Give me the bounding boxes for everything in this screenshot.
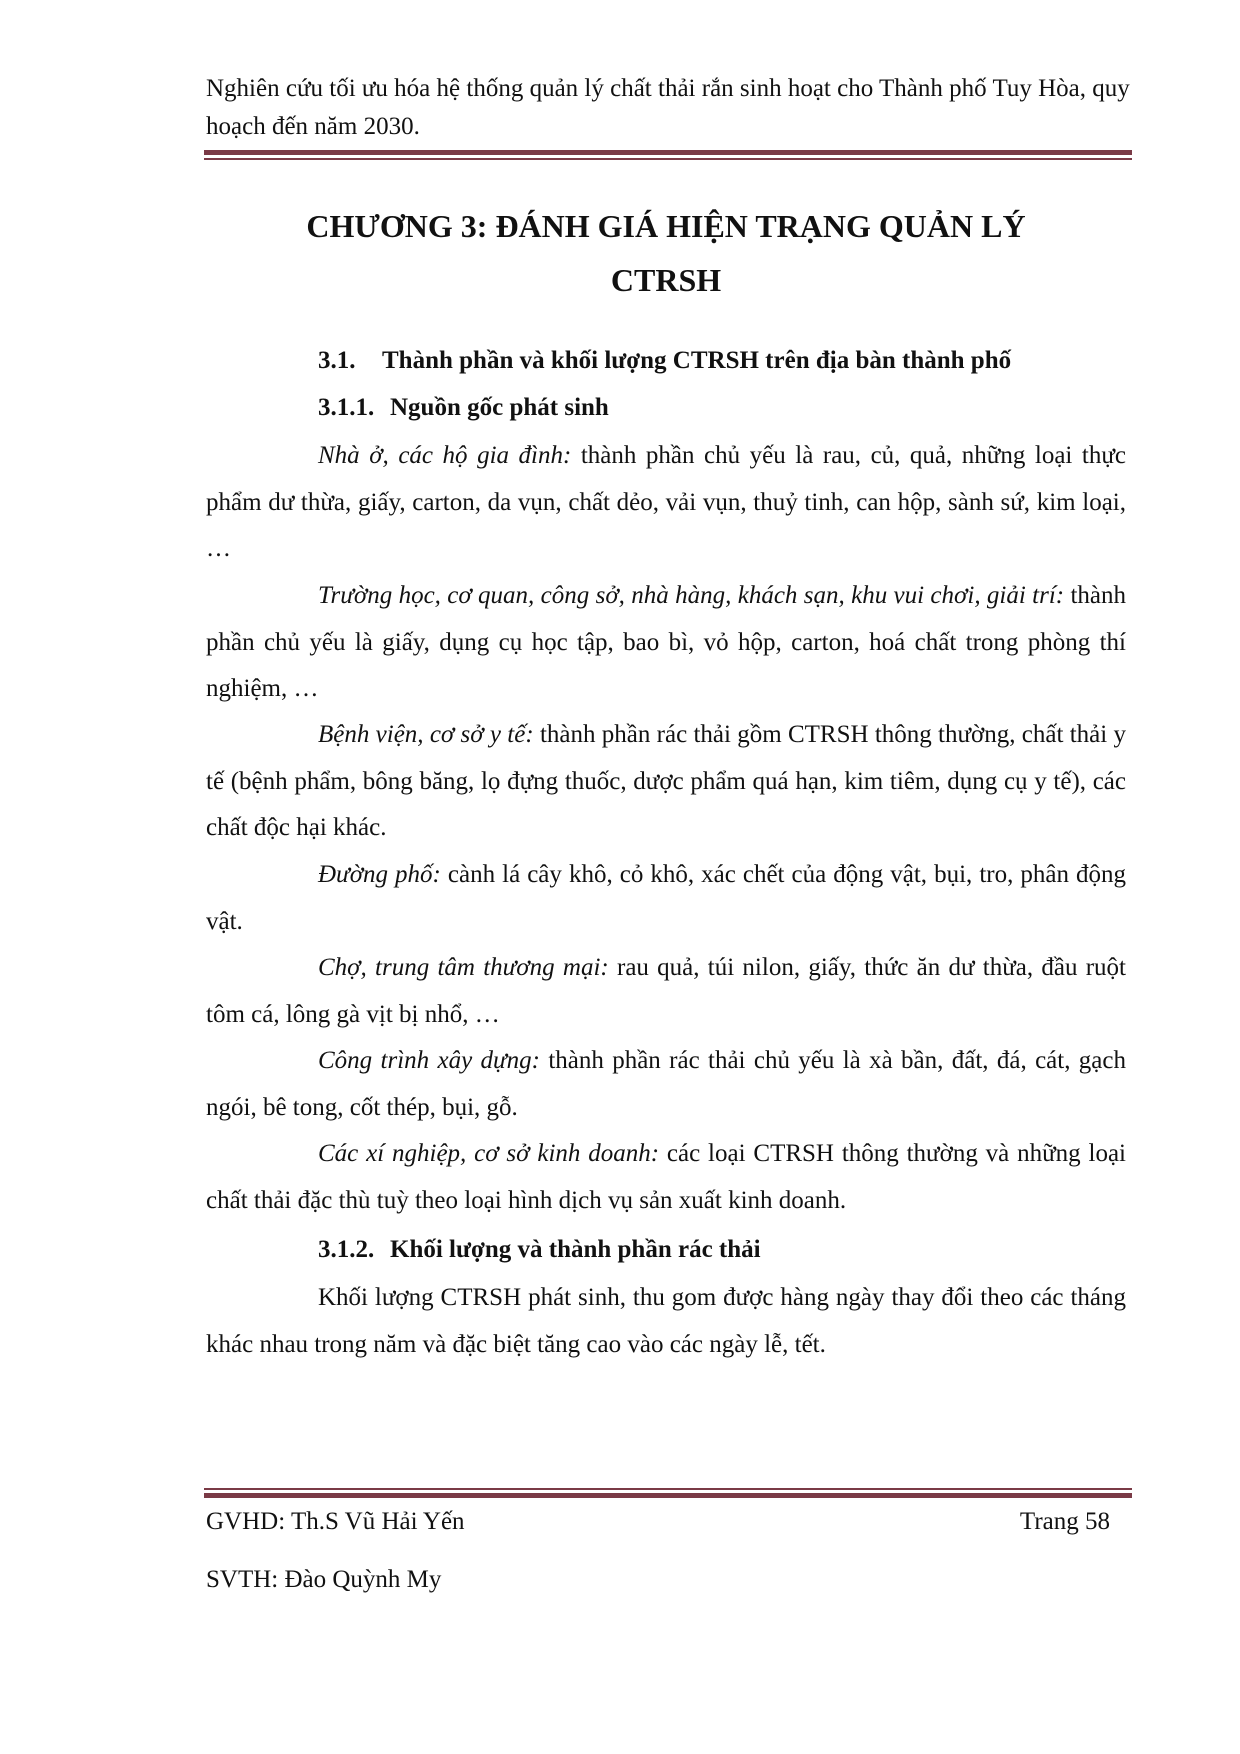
paragraph-text: thành phần rác thải gồm CTRSH thông thường, chất thải y tế (bệnh phẩm, bông băng, lọ đựng thuốc, dược phẩm quá hạn, kim tiêm, dụng cụ y tế), các chất độc hại khác.	[206, 721, 1126, 841]
paragraph-construction	[206, 1038, 1126, 1131]
paragraph-markets	[206, 945, 1126, 1038]
chapter-title-line2: CTRSH	[610, 262, 722, 298]
paragraph-hospitals	[206, 712, 1126, 852]
paragraph-text: thành phần chủ yếu là rau, củ, quả, những loại thực phẩm dư thừa, giấy, carton, da vụn, chất dẻo, vải vụn, thuỷ tinh, can hộp, sành sứ, kim loại, …	[206, 442, 1126, 562]
section-heading-3-1	[318, 347, 1011, 375]
paragraph-text: rau quả, túi nilon, giấy, thức ăn dư thừa, đầu ruột tôm cá, lông gà vịt bị nhổ, …	[206, 954, 1126, 1028]
section-heading-3-1-1	[318, 394, 609, 422]
page-number: Trang 58	[1019, 1508, 1110, 1535]
footer-advisor-row	[206, 1508, 1110, 1536]
paragraph-text: cành lá cây khô, cỏ khô, xác chết của động vật, bụi, tro, phân động vật.	[206, 861, 1126, 935]
paragraph-lead: Chợ, trung tâm thương mại:	[318, 954, 609, 981]
paragraph-household	[206, 433, 1126, 573]
section-title: Khối lượng và thành phần rác thải	[390, 1236, 761, 1263]
paragraph-text: thành phần rác thải chủ yếu là xà bần, đất, đá, cát, gạch ngói, bê tong, cốt thép, bụi, gỗ.	[206, 1047, 1126, 1121]
footer-rule-thin	[204, 1488, 1132, 1490]
section-number: 3.1.	[318, 347, 356, 374]
section-title: Thành phần và khối lượng CTRSH trên địa bàn thành phố	[382, 347, 1012, 374]
section-number: 3.1.1.	[318, 394, 375, 421]
paragraph-lead: Bệnh viện, cơ sở y tế:	[318, 721, 534, 748]
paragraph-enterprises	[206, 1131, 1126, 1224]
paragraph-lead: Các xí nghiệp, cơ sở kinh doanh:	[318, 1140, 660, 1167]
paragraph-text: thành phần chủ yếu là giấy, dụng cụ học tập, bao bì, vỏ hộp, carton, hoá chất trong phòng thí nghiệm, …	[206, 582, 1127, 702]
section-heading-3-1-2	[318, 1236, 761, 1264]
paragraph-streets	[206, 852, 1126, 945]
paragraph-volume: Khối lượng CTRSH phát sinh, thu gom được hàng ngày thay đổi theo các tháng khác nhau trong năm và đặc biệt tăng cao vào các ngày lễ, tết.	[206, 1284, 1126, 1358]
paragraph-institutions	[206, 573, 1126, 713]
header-rule-thin	[204, 158, 1132, 160]
paragraph-lead: Trường học, cơ quan, công sở, nhà hàng, khách sạn, khu vui chơi, giải trí:	[318, 582, 1065, 609]
paragraph-lead: Nhà ở, các hộ gia đình:	[318, 442, 572, 469]
chapter-title-line1: CHƯƠNG 3: ĐÁNH GIÁ HIỆN TRẠNG QUẢN LÝ	[306, 208, 1026, 244]
header-rule-thick	[204, 150, 1132, 155]
footer-rule-thick	[204, 1493, 1132, 1498]
footer-student-row	[206, 1566, 1110, 1594]
paragraph-lead: Đường phố:	[318, 861, 441, 888]
paragraph-text: các loại CTRSH thông thường và những loại chất thải đặc thù tuỳ theo loại hình dịch vụ sản xuất kinh doanh.	[206, 1140, 1127, 1214]
paragraph-lead: Công trình xây dựng:	[318, 1047, 540, 1074]
header-title: Nghiên cứu tối ưu hóa hệ thống quản lý chất thải rắn sinh hoạt cho Thành phố Tuy Hòa, quy hoạch đến năm 2030.	[206, 75, 1130, 140]
section-title: Nguồn gốc phát sinh	[390, 394, 609, 421]
footer-advisor: GVHD: Th.S Vũ Hải Yến	[206, 1508, 465, 1535]
section-number: 3.1.2.	[318, 1236, 375, 1263]
footer-student: SVTH: Đào Quỳnh My	[206, 1566, 442, 1593]
